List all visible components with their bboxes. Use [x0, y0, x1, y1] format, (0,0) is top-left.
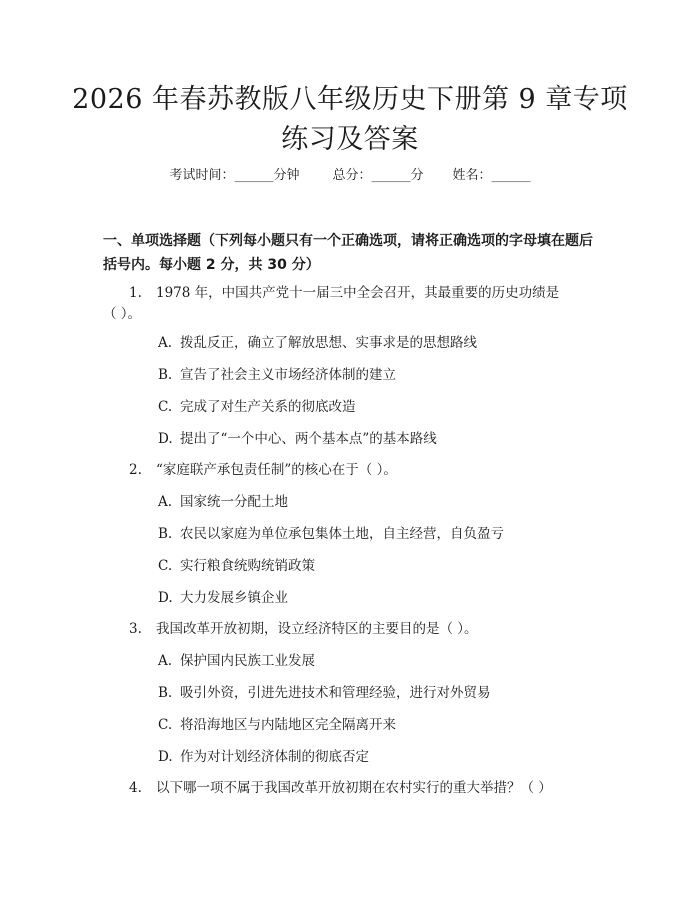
option-letter: D. [158, 431, 173, 447]
student-name-label: 姓名：______ [452, 168, 531, 183]
option-text: 拨乱反正，确立了解放思想、实事求是的思想路线 [180, 335, 477, 351]
option-text: 实行粮食统购统销政策 [180, 558, 315, 574]
option-text: 国家统一分配土地 [180, 494, 288, 510]
option-3c [0, 713, 700, 737]
exam-meta [0, 166, 700, 186]
question-text: “家庭联产承包责任制”的核心在于（ ）。 [156, 462, 397, 478]
option-letter: A. [158, 335, 173, 351]
option-letter: B. [158, 367, 173, 383]
option-2d [0, 586, 700, 610]
question-text: 我国改革开放初期，设立经济特区的主要目的是（ ）。 [156, 621, 478, 637]
option-2b [0, 522, 700, 546]
option-3a [0, 649, 700, 673]
option-1d [0, 427, 700, 451]
question-2 [0, 458, 700, 482]
option-letter: B. [158, 526, 173, 542]
page-title-line2: 练习及答案 [281, 124, 419, 155]
section-heading-line1: 一、单项选择题（下列每小题只有一个正确选项，请将正确选项的字母填在题后 [103, 233, 593, 249]
option-text: 作为对计划经济体制的彻底否定 [180, 749, 369, 765]
question-1-cont [0, 302, 700, 326]
question-4 [0, 776, 700, 800]
option-letter: B. [158, 685, 173, 701]
question-number: 1. [129, 285, 142, 301]
question-number: 2. [129, 462, 142, 478]
option-text: 完成了对生产关系的彻底改造 [180, 399, 356, 415]
option-letter: A. [158, 653, 173, 669]
option-1b [0, 363, 700, 387]
page-title-line1: 2026 年春苏教版八年级历史下册第 9 章专项 [72, 84, 628, 115]
option-text: 农民以家庭为单位承包集体土地，自主经营，自负盈亏 [180, 526, 504, 542]
option-text: 将沿海地区与内陆地区完全隔离开来 [180, 717, 396, 733]
option-letter: D. [158, 749, 173, 765]
option-text: 保护国内民族工业发展 [180, 653, 315, 669]
option-2a [0, 490, 700, 514]
option-letter: C. [158, 558, 173, 574]
option-letter: C. [158, 717, 173, 733]
option-2c [0, 554, 700, 578]
option-letter: D. [158, 590, 173, 606]
option-text: 吸引外资，引进先进技术和管理经验，进行对外贸易 [180, 685, 491, 701]
question-number: 4. [129, 780, 142, 796]
question-text: 以下哪一项不属于我国改革开放初期在农村实行的重大举措？（ ） [156, 780, 552, 796]
exam-time-label: 考试时间：______分钟 [169, 168, 300, 183]
option-1c [0, 395, 700, 419]
section-heading-line2: 括号内。每小题 2 分，共 30 分） [103, 257, 320, 273]
option-letter: C. [158, 399, 173, 415]
option-text: 宣告了社会主义市场经济体制的建立 [180, 367, 396, 383]
option-letter: A. [158, 494, 173, 510]
total-score-label: 总分：______分 [332, 168, 424, 183]
option-3b [0, 681, 700, 705]
option-text: 大力发展乡镇企业 [180, 590, 288, 606]
question-text: 1978 年，中国共产党十一届三中全会召开，其最重要的历史功绩是 [156, 285, 560, 301]
option-1a [0, 331, 700, 355]
option-text: 提出了“一个中心、两个基本点”的基本路线 [180, 431, 437, 447]
option-3d [0, 745, 700, 769]
question-number: 3. [129, 621, 142, 637]
question-3 [0, 617, 700, 641]
question-text-continued: （ ）。 [103, 306, 142, 322]
